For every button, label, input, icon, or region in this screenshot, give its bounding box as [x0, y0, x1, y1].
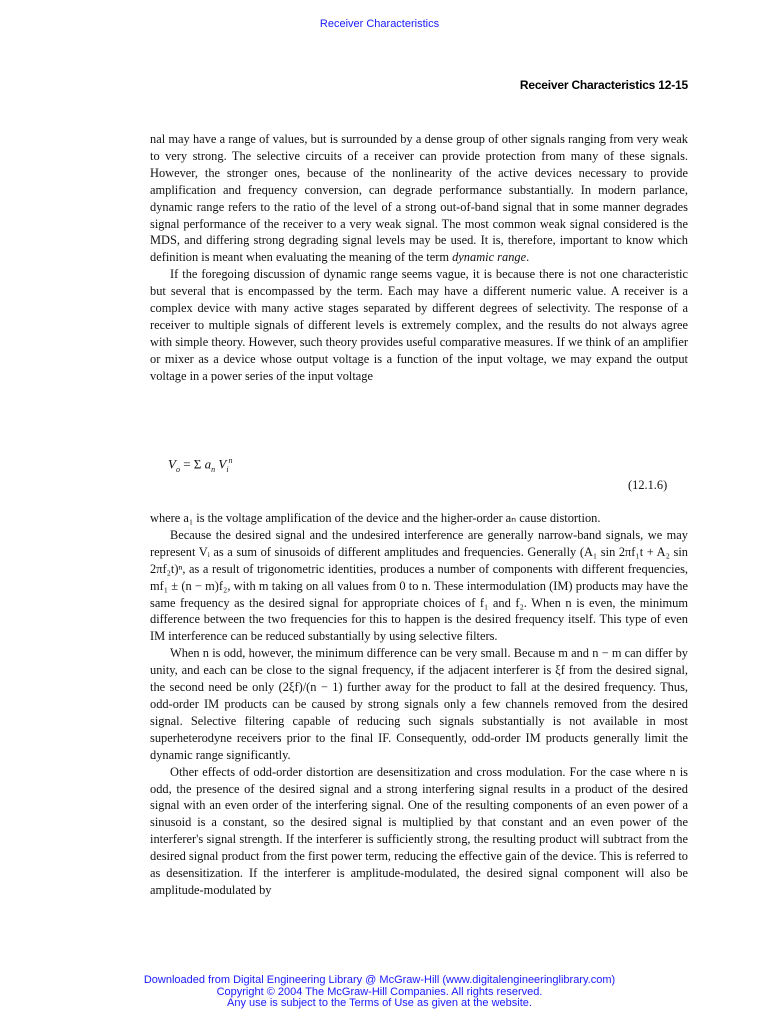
footer-line: Copyright © 2004 The McGraw-Hill Companies. All rights reserved.	[216, 985, 543, 998]
body-text-upper	[150, 131, 688, 385]
paragraph: When n is odd, however, the minimum difference can be very small. Because m and n − m can differ by unity, and each can be close to the signal frequency, if the adjacent interferer is ξf from the desired signal, the second need be only (2ξf)/(n − 1) further away for the product to fall at the desired frequency. Thus, odd-order IM products can be caused by strong signals only a few channels removed from the desired signal. Selective filtering capable of reducing such signals substantially is not available in most superheterodyne receivers prior to the final IF. Consequently, odd-order IM products generally limit the dynamic range significantly.	[150, 646, 688, 762]
running-head: Receiver Characteristics 12-15	[519, 78, 688, 92]
equation-number: (12.1.6)	[628, 478, 668, 492]
paragraph: nal may have a range of values, but is surrounded by a dense group of other signals ranging from very weak to very strong. The selective circuits of a receiver can provide protection from many of these signals. However, the stronger ones, because of the nonlinearity of the active devices necessary to provide amplification and frequency conversion, can degrade performance substantially. In modern parlance, dynamic range refers to the ratio of the level of a strong out-of-band signal that in some manner degrades signal performance of the receiver to a very weak signal. The most common weak signal considered is the MDS, and differing strong degrading signal levels may be used. It is, therefore, important to know which definition is meant when evaluating the meaning of the term dynamic range.	[150, 132, 688, 265]
top-chapter-link[interactable]: Receiver Characteristics	[319, 18, 440, 30]
footer-line[interactable]: Any use is subject to the Terms of Use as given at the website.	[227, 997, 532, 1009]
footer-copyright[interactable]	[0, 975, 759, 1010]
term-dynamic-range: dynamic range	[452, 250, 527, 265]
body-text-lower	[150, 510, 688, 899]
paragraph: where a₁ is the voltage amplification of the device and the higher-order aₙ cause distortion.	[150, 511, 601, 525]
paragraph: If the foregoing discussion of dynamic range seems vague, it is because there is not one characteristic but several that is encompassed by the term. Each may have a different numeric value. A receiver is a complex device with many active stages separated by different degrees of selectivity. The response of a receiver to multiple signals of different levels is extremely complex, and the results do not always agree with simple theory. However, such theory provides useful comparative measures. If we think of an amplifier or mixer as a device whose output voltage is a function of the input voltage, we may expand the output voltage in a power series of the input voltage	[150, 267, 688, 383]
equation-12-1-6: $V_o = \Sigma$ $a_n$ $V_i^n$	[168, 456, 233, 474]
footer-line[interactable]: Downloaded from Digital Engineering Library @ McGraw-Hill (www.digitalengineeringlibrary.com)	[143, 974, 616, 986]
paragraph: Other effects of odd-order distortion are desensitization and cross modulation. For the case where n is odd, the presence of the desired signal and a strong interfering signal results in a product of the desired signal with an even order of the interfering signal. One of the resulting components of an even power of a sinusoid is a constant, so the desired signal is multiplied by that constant and an even power of the interferer's signal strength. If the interferer is sufficiently strong, the resulting product will subtract from the desired signal product from the first power term, reducing the effective gain of the device. This is referred to as desensitization. If the interferer is amplitude-modulated, the desired signal component will also be amplitude-modulated by	[150, 764, 688, 897]
paragraph: Because the desired signal and the undesired interference are generally narrow-band signals, we may represent Vᵢ as a sum of sinusoids of different amplitudes and frequencies. Generally (A₁ sin 2πf₁t + A₂ sin 2πf₂t)ⁿ, as a result of trigonometric identities, produces a number of components with different frequencies, mf₁ ± (n − m)f₂, with m taking on all values from 0 to n. These intermodulation (IM) products may have the same frequency as the desired signal for appropriate choices of f₁ and f₂. When n is even, the minimum difference between the two frequencies for this to happen is the desired frequency itself. This type of even IM interference can be reduced substantially by using selective filters.	[150, 527, 688, 644]
